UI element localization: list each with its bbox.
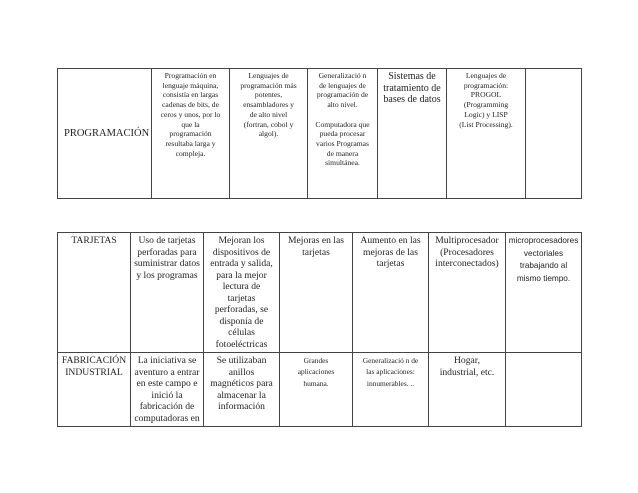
table-cell: Lenguajes de programación: PROGOL (Programming Logic) y LISP (List Processing).	[447, 69, 526, 199]
table-cell: Sistemas de tratamiento de bases de datos	[378, 69, 447, 199]
row-header-programacion: PROGRAMACIÓN	[58, 69, 152, 199]
table-cell: Programación en lenguaje máquina, consistía en largas cadenas de bits, de ceros y unos, por lo que la programación resultaba larga y compleja.	[152, 69, 230, 199]
table-row	[58, 69, 582, 199]
table-cell: Lenguajes de programación más potentes, ensambladores y de alto nivel (fortran, cobol y algol).	[230, 69, 308, 199]
table-cell: Aumento en las mejoras de las tarjetas	[353, 233, 429, 353]
table-cell: Multiprocesador (Procesadores interconectados)	[429, 233, 506, 353]
table-cell: La iniciativa se aventuro a entrar en este campo e inició la fabricación de computadoras en	[131, 353, 204, 427]
row-header-fabricacion: FABRICACIÓN INDUSTRIAL	[58, 353, 131, 427]
generations-table-programming	[57, 68, 582, 199]
table-cell: Uso de tarjetas perforadas para suministrar datos y los programas	[131, 233, 204, 353]
table-cell: Grandes aplicaciones humana.	[280, 353, 353, 427]
table-cell: Mejoras en las tarjetas	[280, 233, 353, 353]
table-cell: microprocesadores vectoriales trabajando al mismo tiempo.	[506, 233, 582, 353]
table-cell: Hogar, industrial, etc.	[429, 353, 506, 427]
generations-table-hardware	[57, 232, 582, 427]
table-cell: Generalizació n de lenguajes de programación de alto nivel. Computadora que pueda procesar varios Programas de manera simultánea.	[308, 69, 378, 199]
table-row	[58, 233, 582, 353]
table-cell: Mejoran los dispositivos de entrada y salida, para la mejor lectura de tarjetas perforadas, se disponía de células fotoeléctricas	[204, 233, 280, 353]
table-row	[58, 353, 582, 427]
table-cell: Se utilizaban anillos magnéticos para almacenar la información	[204, 353, 280, 427]
table-cell-empty	[526, 69, 582, 199]
table-cell: Generalizació n de las aplicaciones: innumerables. ..	[353, 353, 429, 427]
row-header-tarjetas: TARJETAS	[58, 233, 131, 353]
table-cell-empty	[506, 353, 582, 427]
